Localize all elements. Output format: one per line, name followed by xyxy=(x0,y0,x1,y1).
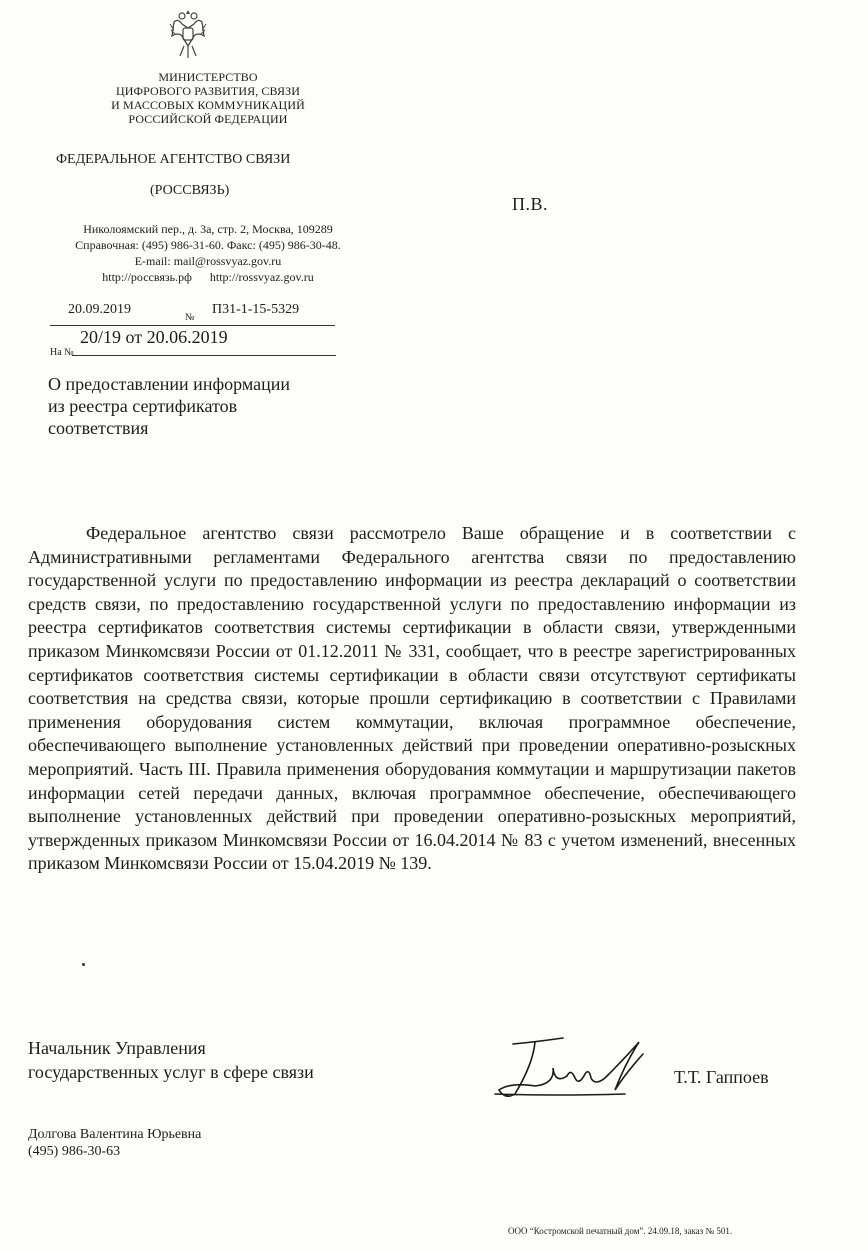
ministry-line: ЦИФРОВОГО РАЗВИТИЯ, СВЯЗИ xyxy=(115,84,301,98)
signatory-title xyxy=(28,1036,314,1084)
reference-label: На № xyxy=(50,347,74,358)
registration-date: 20.09.2019 xyxy=(68,302,131,317)
registration-number: П31-1-15-5329 xyxy=(212,302,300,317)
signatory-name: Т.Т. Гаппоев xyxy=(674,1067,769,1087)
letter-body xyxy=(28,522,796,876)
printer-note: ООО “Костромской печатный дом”. 24.09.18, заказ № 501. xyxy=(508,1226,733,1236)
ministry-line: МИНИСТЕРСТВО xyxy=(158,70,258,84)
contact-websites: http://россвязь.рф http://rossvyaz.gov.ru xyxy=(102,270,314,284)
contact-person-name: Долгова Валентина Юрьевна xyxy=(28,1127,202,1142)
contact-person xyxy=(28,1126,201,1160)
body-paragraph: Федеральное агентство связи рассмотрело Ваше обращение и в соответствии с Административными регламентами Федерального агентства связи по предоставлению государственной услуги по предоставлению информации из реестра деклараций о соответствии средств связи, по предоставлению государственной услуги по предоставлению информации из реестра сертификатов соответствия системы сертификации в области связи, утвержденными приказом Минкомсвязи России от 01.12.2011 № 331, сообщает, что в реестре зарегистрированных сертификатов соответствия системы сертификации в области связи отсутствуют сертификаты соответствия на средства связи, которые прошли сертификацию в соответствии с Правилами применения оборудования систем коммутации, включая программное обеспечение, обеспечивающего выполнение установленных действий при проведении оперативно-розыскных мероприятий. Часть III. Правила применения оборудования коммутации и маршрутизации пакетов информации сетей передачи данных, включая программное обеспечение, обеспечивающего выполнение установленных действий при проведении оперативно-розыскных мероприятий, утвержденных приказом Минкомсвязи России от 16.04.2014 № 83 с учетом изменений, внесенных приказом Минкомсвязи России от 15.04.2019 № 139. xyxy=(28,523,796,874)
agency-name: ФЕДЕРАЛЬНОЕ АГЕНТСТВО СВЯЗИ xyxy=(56,152,291,167)
handwritten-signature xyxy=(475,1024,665,1104)
letter-subject xyxy=(48,373,290,439)
registration-line xyxy=(50,325,335,326)
ministry-line: РОССИЙСКОЙ ФЕДЕРАЦИИ xyxy=(128,112,288,126)
signatory-title-line: государственных услуг в сфере связи xyxy=(28,1062,314,1082)
contact-phone: Справочная: (495) 986-31-60. Факс: (495) 986-30-48. xyxy=(75,238,341,252)
contact-person-phone: (495) 986-30-63 xyxy=(28,1144,121,1159)
subject-line: из реестра сертификатов xyxy=(48,396,238,416)
registration-number-label: № xyxy=(185,312,195,323)
recipient: П.В. xyxy=(512,194,549,214)
contact-email: E-mail: mail@rossvyaz.gov.ru xyxy=(134,254,282,268)
agency-contacts xyxy=(50,221,366,285)
coat-of-arms-icon xyxy=(168,6,208,62)
subject-line: О предоставлении информации xyxy=(48,374,290,394)
agency-short-name: (РОССВЯЗЬ) xyxy=(150,183,230,198)
subject-line: соответствия xyxy=(48,418,149,438)
signatory-title-line: Начальник Управления xyxy=(28,1038,206,1058)
stray-dot xyxy=(82,963,85,966)
reference-line xyxy=(72,355,336,356)
contact-address: Николоямский пер., д. 3а, стр. 2, Москва, 109289 xyxy=(83,222,333,236)
ministry-name xyxy=(58,70,358,126)
ministry-line: И МАССОВЫХ КОММУНИКАЦИЙ xyxy=(111,98,305,112)
reference-number: 20/19 от 20.06.2019 xyxy=(80,327,228,347)
